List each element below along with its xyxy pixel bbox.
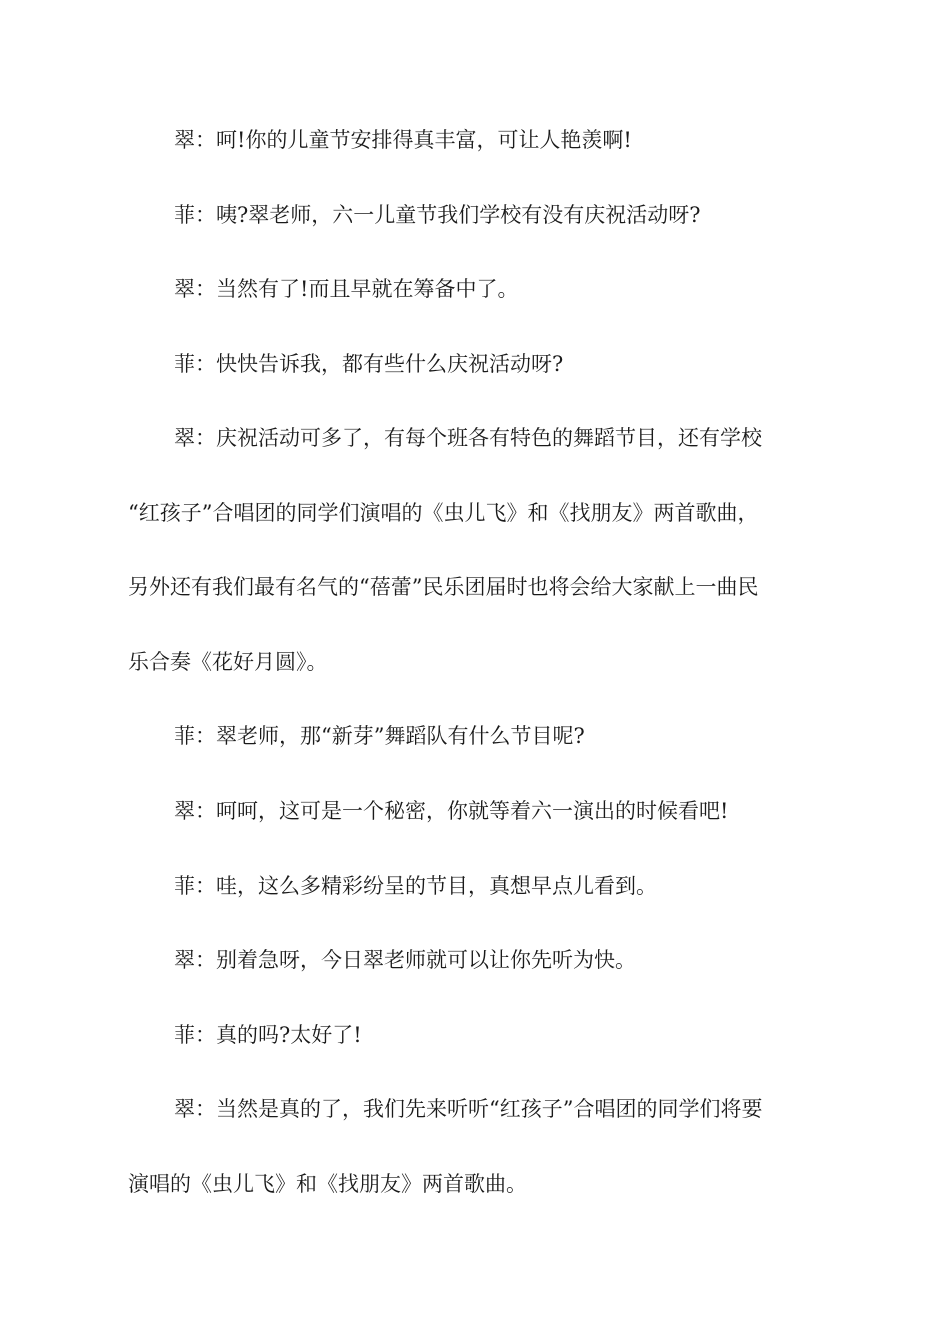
- dialogue-line-fei-3: 菲：翠老师，那“新芽”舞蹈队有什么节目呢?: [174, 724, 585, 748]
- dialogue-line-fei-4: 菲：哇，这么多精彩纷呈的节目，真想早点儿看到。: [174, 874, 657, 898]
- dialogue-line-cui-1: 翠：呵!你的儿童节安排得真丰富，可让人艳羡啊!: [174, 128, 632, 152]
- dialogue-line-cui-3: 翠：庆祝活动可多了，有每个班各有特色的舞蹈节目，还有学校: [174, 426, 762, 450]
- dialogue-line-cui-6: 翠：当然是真的了，我们先来听听“红孩子”合唱团的同学们将要: [174, 1097, 763, 1121]
- dialogue-line-fei-5: 菲：真的吗?太好了!: [174, 1023, 362, 1047]
- dialogue-line-fei-2: 菲：快快告诉我，都有些什么庆祝活动呀?: [174, 352, 564, 376]
- dialogue-line-fei-1: 菲：咦?翠老师，六一儿童节我们学校有没有庆祝活动呀?: [174, 203, 701, 227]
- dialogue-line-cui-3-cont-3: 乐合奏《花好月圆》。: [128, 650, 328, 674]
- dialogue-line-cui-3-cont-1: “红孩子”合唱团的同学们演唱的《虫儿飞》和《找朋友》两首歌曲，: [128, 501, 759, 525]
- dialogue-line-cui-5: 翠：别着急呀，今日翠老师就可以让你先听为快。: [174, 948, 636, 972]
- dialogue-line-cui-4: 翠：呵呵，这可是一个秘密，你就等着六一演出的时候看吧!: [174, 799, 729, 823]
- dialogue-line-cui-3-cont-2: 另外还有我们最有名气的“蓓蕾”民乐团届时也将会给大家献上一曲民: [128, 575, 759, 599]
- dialogue-line-cui-6-cont-1: 演唱的《虫儿飞》和《找朋友》两首歌曲。: [128, 1172, 527, 1196]
- dialogue-line-cui-2: 翠：当然有了!而且早就在筹备中了。: [174, 277, 519, 301]
